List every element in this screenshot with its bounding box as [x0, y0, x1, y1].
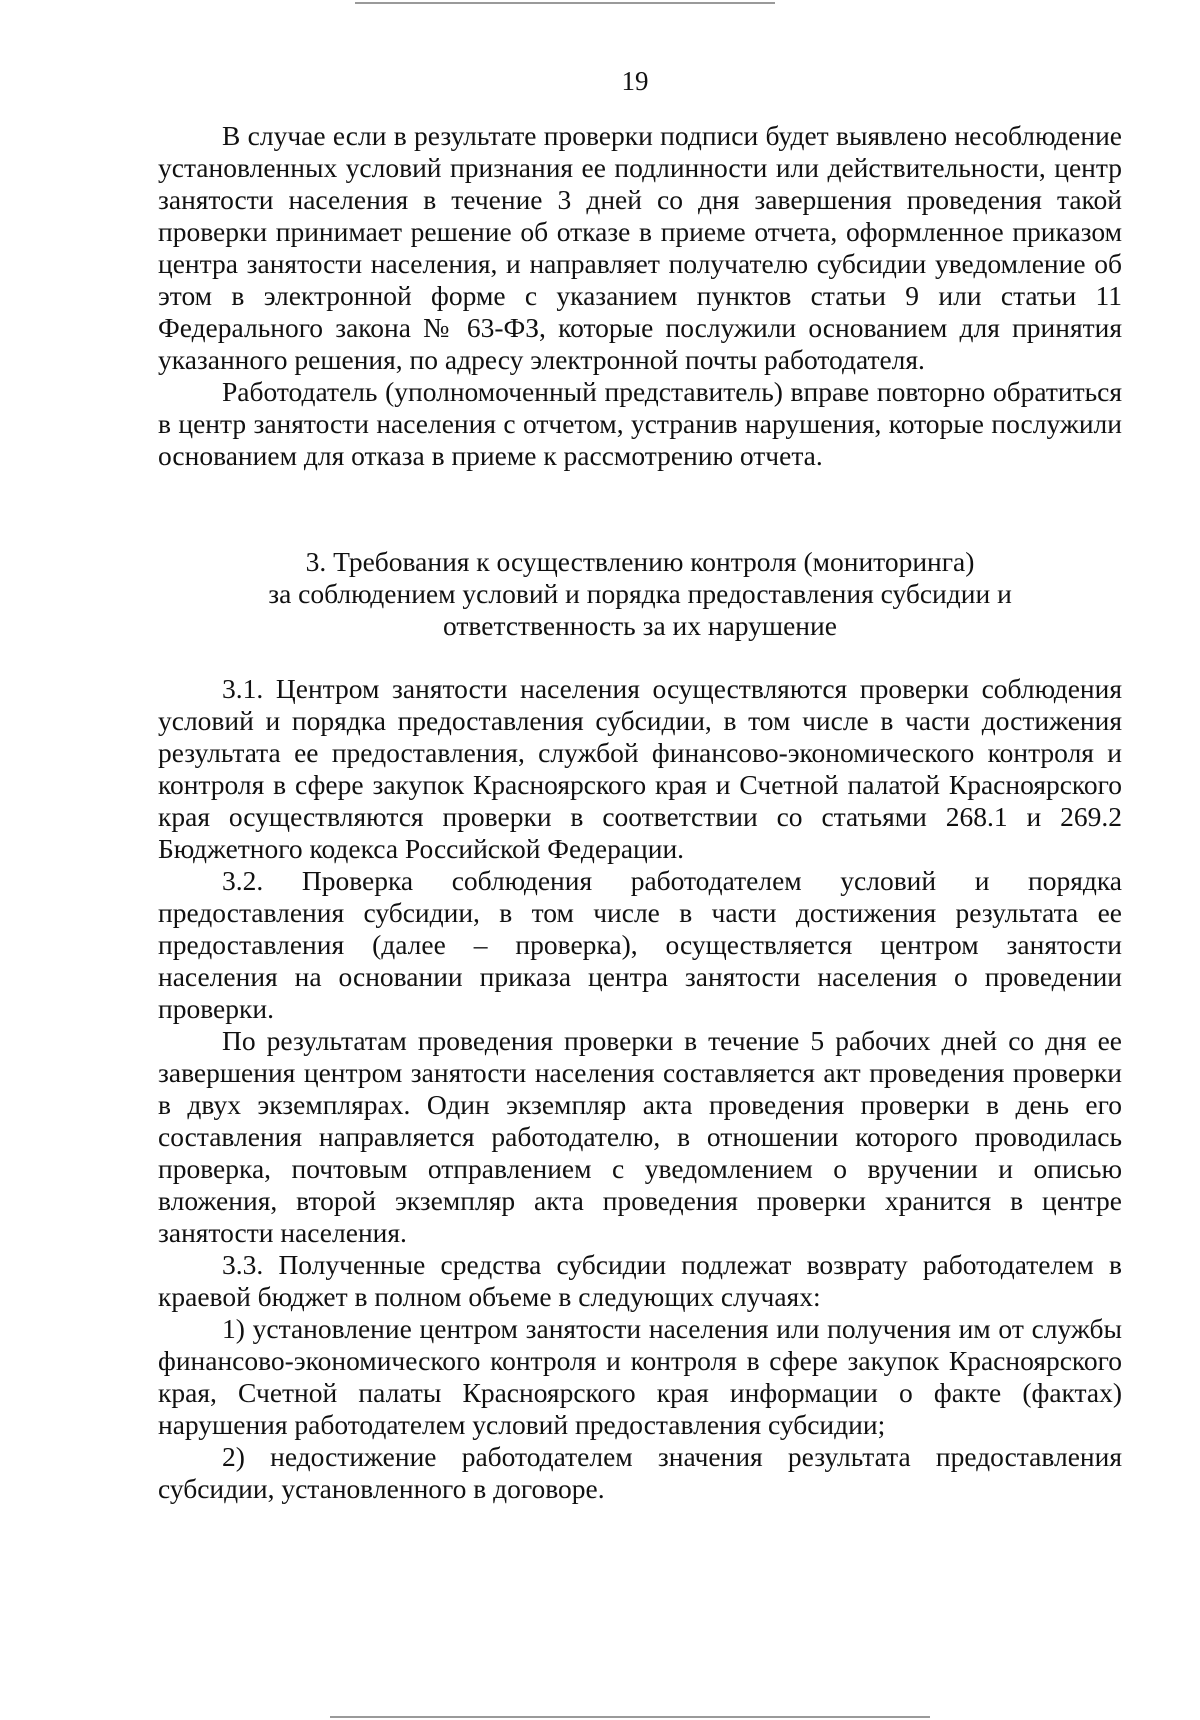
paragraph-3-3: 3.3. Полученные средства субсидии подлежат возврату работодателем в краевой бюджет в полном объеме в следующих случаях: — [158, 1249, 1122, 1312]
paragraph-signature-check: В случае если в результате проверки подписи будет выявлено несоблюдение установленных условий признания ее подлинности или действительности, центр занятости населения в течение 3 дней со дня завершения проведения такой проверки принимает решение об отказе в приеме отчета, оформленное приказом центра занятости населения, и направляет получателю субсидии уведомление об этом в электронной форме с указанием пунктов статьи 9 или статьи 11 Федерального закона № 63-ФЗ, которые послужили основанием для принятия указанного решения, по адресу электронной почты работодателя. — [158, 120, 1122, 375]
section-heading — [158, 546, 1122, 642]
section-heading-line-3: ответственность за их нарушение — [443, 610, 837, 641]
paragraph-inspection-results: По результатам проведения проверки в течение 5 рабочих дней со дня ее завершения центром занятости населения составляется акт проведения проверки в двух экземплярах. Один экземпляр акта проведения проверки в день его составления направляется работодателю, в отношении которого проводилась проверка, почтовым отправлением с уведомлением о вручении и описью вложения, второй экземпляр акта проведения проверки хранится в центре занятости населения. — [158, 1025, 1122, 1248]
page-number: 19 — [621, 66, 649, 96]
paragraph-repeat-appeal: Работодатель (уполномоченный представитель) вправе повторно обратиться в центр занятости населения с отчетом, устранив нарушения, которые послужили основанием для отказа в приеме к рассмотрению отчета. — [158, 376, 1122, 471]
paragraphs-top — [158, 120, 1122, 472]
paragraph-3-1: 3.1. Центром занятости населения осуществляются проверки соблюдения условий и порядка предоставления субсидии, в том числе в части достижения результата ее предоставления, службой финансово-экономического контроля и контроля в сфере закупок Красноярского края и Счетной палатой Красноярского края осуществляются проверки в соответствии со статьями 268.1 и 269.2 Бюджетного кодекса Российской Федерации. — [158, 673, 1122, 864]
list-item-1: 1) установление центром занятости населения или получения им от службы финансово-экономического контроля и контроля в сфере закупок Красноярского края, Счетной палаты Красноярского края информации о факте (фактах) нарушения работодателем условий предоставления субсидии; — [158, 1313, 1122, 1440]
paragraphs-main — [158, 673, 1122, 1505]
scan-artifact-top — [355, 2, 775, 4]
scan-artifact-bottom — [330, 1716, 930, 1718]
section-heading-line-1: 3. Требования к осуществлению контроля (мониторинга) — [305, 546, 975, 577]
section-heading-text — [158, 546, 1122, 642]
list-item-2: 2) недостижение работодателем значения результата предоставления субсидии, установленного в договоре. — [158, 1441, 1122, 1504]
section-heading-line-2: за соблюдением условий и порядка предоставления субсидии и — [268, 578, 1012, 609]
paragraph-3-2: 3.2. Проверка соблюдения работодателем условий и порядка предоставления субсидии, в том числе в части достижения результата ее предоставления (далее – проверка), осуществляется центром занятости населения на основании приказа центра занятости населения о проведении проверки. — [158, 865, 1122, 1024]
